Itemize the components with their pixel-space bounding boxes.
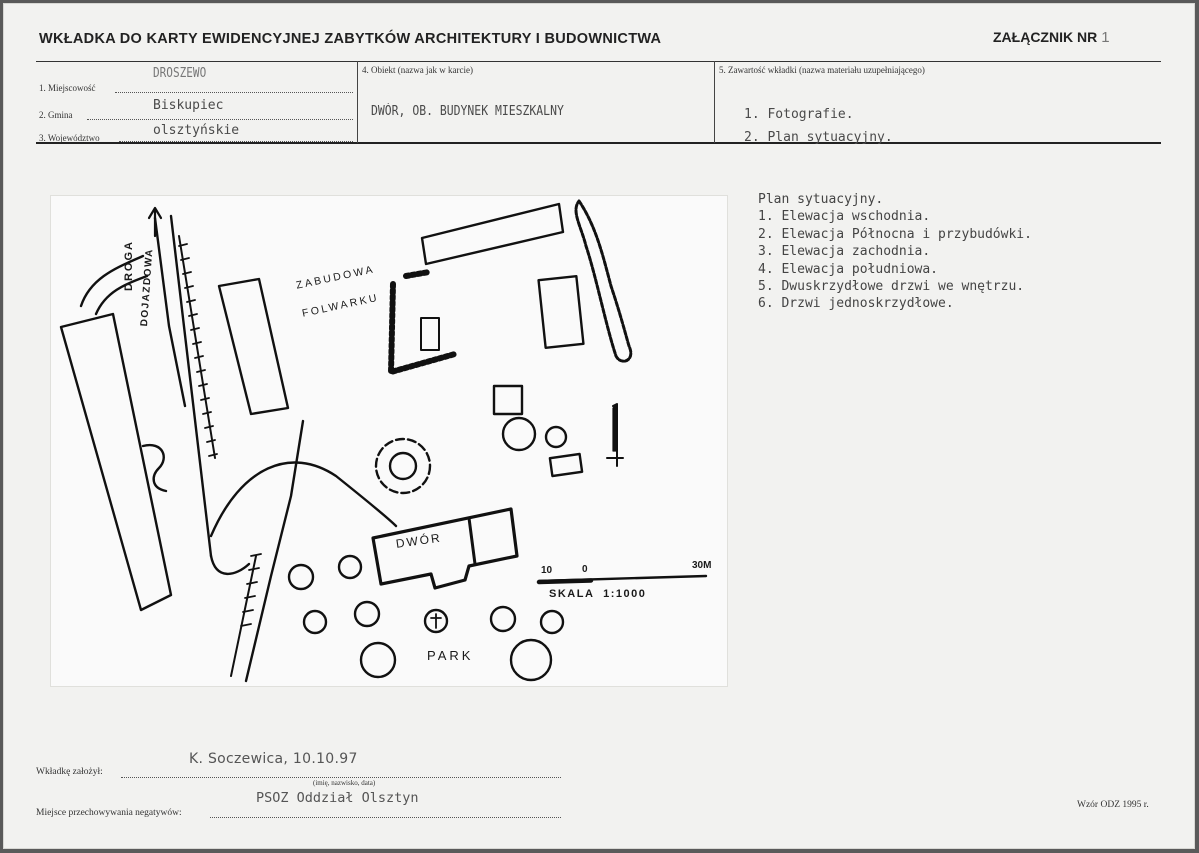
road-curve-south: [211, 556, 249, 574]
attachment-number-value: 1: [1101, 29, 1110, 46]
farm-label-2: FOLWARKU: [301, 291, 381, 320]
zalozyl-field: K. Soczewica, 10.10.97: [189, 751, 358, 767]
obiekt-label: 4. Obiekt (nazwa jak w karcie): [362, 65, 473, 75]
park-tree-6: [491, 607, 515, 631]
farm-building-c: [391, 272, 455, 372]
park-tree-8: [361, 643, 395, 677]
legend-item: 6. Drzwi jednoskrzydłowe.: [758, 296, 954, 312]
park-tree-4: [355, 602, 379, 626]
zalozyl-dotline: [121, 776, 561, 778]
tree-belt: [576, 201, 631, 361]
round-garden: [376, 439, 430, 493]
road-label-2: DOJAZDOWA: [139, 247, 156, 327]
gmina-field: Biskupiec: [153, 98, 224, 113]
legend-title: Plan sytuacyjny.: [758, 192, 884, 207]
round-garden-center: [390, 453, 416, 479]
manor-label: DWÓR: [395, 530, 443, 551]
park-tree-9: [511, 640, 551, 680]
site-plan: [51, 196, 727, 686]
legend-item: 4. Elewacja południowa.: [758, 261, 939, 277]
document-title: WKŁADKA DO KARTY EWIDENCYJNEJ ZABYTKÓW ARCHITEKTURY I BUDOWNICTWA: [39, 31, 662, 47]
gmina-label: 2. Gmina: [39, 110, 73, 120]
manor-house: [373, 509, 517, 588]
zawartosc-label: 5. Zawartość wkładki (nazwa materiału uzupełniającego): [719, 65, 925, 75]
road-label-1: DROGA: [123, 240, 135, 291]
zalozyl-label: Wkładkę założył:: [36, 767, 103, 777]
scale-bar-filled: [539, 581, 591, 583]
miejscowosc-label: 1. Miejscowość: [39, 83, 96, 93]
park-tree-3: [304, 611, 326, 633]
wojewodztwo-dotline: [119, 140, 353, 142]
scale-tick-right: 30M: [692, 560, 712, 571]
park-tree-symbol: [431, 614, 441, 628]
farm-small-building: [421, 318, 439, 350]
attachment-number: [993, 29, 1110, 46]
road-hatch-edge: [179, 236, 215, 458]
legend-item: 2. Elewacja Północna i przybudówki.: [758, 226, 1032, 242]
road-arrow-icon: [149, 208, 161, 236]
zawartosc-item-1: 1. Fotografie.: [744, 107, 854, 122]
negatywy-label: Miejsce przechowywania negatywów:: [36, 808, 182, 818]
wojewodztwo-field: olsztyńskie: [153, 123, 240, 138]
attachment-label: ZAŁĄCZNIK NR: [993, 29, 1098, 45]
negatywy-field: PSOZ Oddział Olsztyn: [256, 790, 419, 806]
road-line-center: [171, 216, 211, 556]
north-arrow-head: [613, 404, 617, 451]
park-tree-7: [541, 611, 563, 633]
park-tree-1: [289, 565, 313, 589]
zawartosc-item-2: 2. Plan sytuacyjny.: [744, 130, 893, 145]
park-label: PARK: [427, 648, 474, 663]
farm-label-1: ZABUDOWA: [295, 263, 377, 292]
negatywy-dotline: [210, 816, 561, 818]
building-farm-west: [219, 279, 288, 414]
plan-legend: [758, 191, 1032, 313]
building-east: [539, 276, 584, 348]
column-divider-2: [714, 61, 715, 143]
round-pond-1: [503, 418, 535, 450]
header-bottom-rule: [36, 142, 1161, 144]
building-small-rect: [550, 454, 582, 476]
header-top-rule: [36, 61, 1161, 62]
miejscowosc-dotline: [115, 91, 353, 93]
obiekt-field: DWÓR, OB. BUDYNEK MIESZKALNY: [371, 104, 564, 119]
legend-item: 5. Dwuskrzydłowe drzwi we wnętrzu.: [758, 279, 1025, 295]
wojewodztwo-label: 3. Województwo: [39, 133, 100, 143]
column-divider-1: [357, 61, 358, 143]
zalozyl-hint: (imię, nazwisko, data): [313, 779, 376, 787]
access-road-south-inner: [224, 491, 271, 681]
scale-label: SKALA 1:1000: [549, 588, 647, 600]
building-small-square: [494, 386, 522, 414]
manor-wing-wall: [469, 518, 475, 564]
record-sheet: [3, 3, 1195, 849]
driveway-bump: [143, 445, 166, 491]
form-version: Wzór ODZ 1995 r.: [1077, 800, 1149, 810]
miejscowosc-field: DROSZEWO: [153, 66, 207, 81]
park-tree-2: [339, 556, 361, 578]
building-farm-north: [422, 204, 563, 264]
scale-tick-left: 10: [541, 565, 553, 576]
building-long-west: [61, 314, 171, 610]
gmina-dotline: [87, 118, 353, 120]
round-pond-2: [546, 427, 566, 447]
access-road-south: [246, 421, 303, 681]
scale-tick-mid: 0: [582, 564, 588, 575]
legend-item: 1. Elewacja wschodnia.: [758, 209, 931, 225]
legend-item: 3. Elewacja zachodnia.: [758, 244, 931, 260]
road-line-east: [211, 256, 234, 496]
access-road-upper: [211, 463, 396, 537]
